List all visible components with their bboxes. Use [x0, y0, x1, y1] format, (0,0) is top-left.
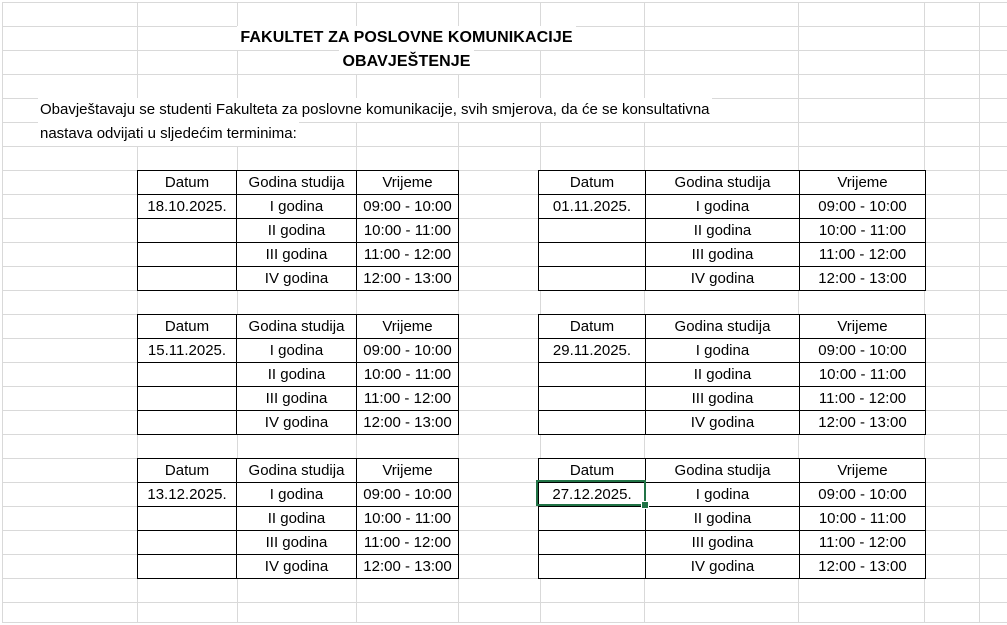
table-row: [539, 387, 926, 411]
time-cell[interactable]: 09:00 - 10:00: [800, 483, 926, 507]
empty-date-cell[interactable]: [138, 243, 237, 267]
year-cell[interactable]: III godina: [237, 243, 357, 267]
gridline-horizontal: [2, 74, 1007, 75]
table-header-row: [539, 459, 926, 483]
header-cell-godina-studija[interactable]: Godina studija: [646, 315, 800, 339]
year-cell[interactable]: IV godina: [646, 411, 800, 435]
time-cell[interactable]: 12:00 - 13:00: [800, 555, 926, 579]
year-cell[interactable]: III godina: [646, 243, 800, 267]
schedule-table-4: [538, 314, 926, 435]
gridline-horizontal: [2, 622, 1007, 623]
table-row: [539, 483, 926, 507]
notice-title[interactable]: FAKULTET ZA POSLOVNE KOMUNIKACIJE: [237, 26, 575, 50]
empty-date-cell[interactable]: [138, 411, 237, 435]
year-cell[interactable]: III godina: [237, 387, 357, 411]
time-cell[interactable]: 11:00 - 12:00: [800, 531, 926, 555]
empty-date-cell[interactable]: [539, 507, 646, 531]
year-cell[interactable]: IV godina: [237, 267, 357, 291]
time-cell[interactable]: 11:00 - 12:00: [800, 243, 926, 267]
table-row: [138, 219, 459, 243]
time-cell[interactable]: 12:00 - 13:00: [800, 411, 926, 435]
header-cell-datum[interactable]: Datum: [539, 171, 646, 195]
time-cell[interactable]: 09:00 - 10:00: [800, 339, 926, 363]
year-cell[interactable]: III godina: [646, 531, 800, 555]
date-cell[interactable]: 15.11.2025.: [138, 339, 237, 363]
empty-date-cell[interactable]: [539, 411, 646, 435]
empty-date-cell[interactable]: [138, 219, 237, 243]
intro-line-1[interactable]: Obavještavaju se studenti Fakulteta za poslovne komunikacije, svih smjerova, da će se konsultativna: [38, 98, 712, 122]
schedule-table-6: [538, 458, 926, 579]
time-cell[interactable]: 10:00 - 11:00: [800, 363, 926, 387]
header-cell-godina-studija[interactable]: Godina studija: [646, 171, 800, 195]
time-cell[interactable]: 09:00 - 10:00: [357, 195, 459, 219]
year-cell[interactable]: III godina: [237, 531, 357, 555]
empty-date-cell[interactable]: [138, 531, 237, 555]
year-cell[interactable]: I godina: [646, 483, 800, 507]
date-cell[interactable]: 01.11.2025.: [539, 195, 646, 219]
time-cell[interactable]: 11:00 - 12:00: [357, 531, 459, 555]
time-cell[interactable]: 10:00 - 11:00: [800, 219, 926, 243]
header-cell-datum[interactable]: Datum: [539, 315, 646, 339]
empty-date-cell[interactable]: [539, 555, 646, 579]
header-cell-datum[interactable]: Datum: [539, 459, 646, 483]
table-row: [138, 483, 459, 507]
year-cell[interactable]: IV godina: [646, 555, 800, 579]
schedule-table-1: [137, 170, 459, 291]
gridline-horizontal: [2, 602, 1007, 603]
table-row: [138, 363, 459, 387]
table-header-row: [138, 171, 459, 195]
header-cell-datum[interactable]: Datum: [138, 315, 237, 339]
time-cell[interactable]: 12:00 - 13:00: [357, 555, 459, 579]
table-row: [138, 555, 459, 579]
time-cell[interactable]: 12:00 - 13:00: [357, 411, 459, 435]
table-row: [138, 195, 459, 219]
table-row: [539, 219, 926, 243]
header-cell-godina-studija[interactable]: Godina studija: [646, 459, 800, 483]
year-cell[interactable]: I godina: [237, 483, 357, 507]
time-cell[interactable]: 11:00 - 12:00: [800, 387, 926, 411]
header-cell-vrijeme[interactable]: Vrijeme: [357, 459, 459, 483]
table-row: [539, 363, 926, 387]
table-row: [539, 243, 926, 267]
empty-date-cell[interactable]: [138, 555, 237, 579]
empty-date-cell[interactable]: [539, 387, 646, 411]
notice-subtitle-row: [106, 50, 707, 74]
header-cell-datum[interactable]: Datum: [138, 171, 237, 195]
year-cell[interactable]: II godina: [646, 219, 800, 243]
notice-title-row: [106, 26, 707, 50]
table-header-row: [539, 171, 926, 195]
time-cell[interactable]: 11:00 - 12:00: [357, 243, 459, 267]
time-cell[interactable]: 10:00 - 11:00: [357, 363, 459, 387]
table-row: [539, 531, 926, 555]
date-cell[interactable]: 27.12.2025.: [539, 483, 646, 507]
header-cell-vrijeme[interactable]: Vrijeme: [800, 171, 926, 195]
header-cell-vrijeme[interactable]: Vrijeme: [357, 171, 459, 195]
time-cell[interactable]: 12:00 - 13:00: [357, 267, 459, 291]
time-cell[interactable]: 09:00 - 10:00: [357, 339, 459, 363]
empty-date-cell[interactable]: [539, 219, 646, 243]
table-row: [138, 267, 459, 291]
gridline-horizontal: [2, 146, 1007, 147]
date-cell[interactable]: 29.11.2025.: [539, 339, 646, 363]
empty-date-cell[interactable]: [539, 243, 646, 267]
header-cell-vrijeme[interactable]: Vrijeme: [800, 315, 926, 339]
year-cell[interactable]: II godina: [237, 219, 357, 243]
year-cell[interactable]: I godina: [237, 339, 357, 363]
year-cell[interactable]: I godina: [237, 195, 357, 219]
table-row: [539, 195, 926, 219]
table-row: [539, 411, 926, 435]
year-cell[interactable]: II godina: [646, 363, 800, 387]
time-cell[interactable]: 10:00 - 11:00: [357, 507, 459, 531]
intro-paragraph: [38, 98, 712, 146]
empty-date-cell[interactable]: [539, 267, 646, 291]
table-row: [138, 387, 459, 411]
header-cell-godina-studija[interactable]: Godina studija: [237, 315, 357, 339]
table-row: [138, 411, 459, 435]
header-cell-godina-studija[interactable]: Godina studija: [237, 459, 357, 483]
year-cell[interactable]: III godina: [646, 387, 800, 411]
header-cell-vrijeme[interactable]: Vrijeme: [800, 459, 926, 483]
table-row: [138, 339, 459, 363]
year-cell[interactable]: IV godina: [646, 267, 800, 291]
schedule-table-5: [137, 458, 459, 579]
time-cell[interactable]: 12:00 - 13:00: [800, 267, 926, 291]
table-row: [539, 555, 926, 579]
year-cell[interactable]: IV godina: [237, 411, 357, 435]
table-row: [138, 243, 459, 267]
time-cell[interactable]: 10:00 - 11:00: [800, 507, 926, 531]
table-header-row: [539, 315, 926, 339]
year-cell[interactable]: I godina: [646, 339, 800, 363]
time-cell[interactable]: 11:00 - 12:00: [357, 387, 459, 411]
table-header-row: [138, 459, 459, 483]
table-row: [539, 339, 926, 363]
empty-date-cell[interactable]: [539, 363, 646, 387]
year-cell[interactable]: II godina: [646, 507, 800, 531]
empty-date-cell[interactable]: [138, 387, 237, 411]
empty-date-cell[interactable]: [138, 267, 237, 291]
table-row: [539, 507, 926, 531]
time-cell[interactable]: 10:00 - 11:00: [357, 219, 459, 243]
table-header-row: [138, 315, 459, 339]
year-cell[interactable]: II godina: [237, 363, 357, 387]
table-row: [539, 267, 926, 291]
time-cell[interactable]: 09:00 - 10:00: [357, 483, 459, 507]
intro-line-2[interactable]: nastava odvijati u sljedećim terminima:: [38, 122, 299, 146]
schedule-table-3: [137, 314, 459, 435]
gridline-horizontal: [2, 2, 1007, 3]
schedule-table-2: [538, 170, 926, 291]
header-cell-godina-studija[interactable]: Godina studija: [237, 171, 357, 195]
date-cell[interactable]: 13.12.2025.: [138, 483, 237, 507]
table-row: [138, 531, 459, 555]
date-cell[interactable]: 18.10.2025.: [138, 195, 237, 219]
table-row: [138, 507, 459, 531]
empty-date-cell[interactable]: [539, 531, 646, 555]
year-cell[interactable]: IV godina: [237, 555, 357, 579]
year-cell[interactable]: I godina: [646, 195, 800, 219]
time-cell[interactable]: 09:00 - 10:00: [800, 195, 926, 219]
year-cell[interactable]: II godina: [237, 507, 357, 531]
header-cell-vrijeme[interactable]: Vrijeme: [357, 315, 459, 339]
notice-subtitle[interactable]: OBAVJEŠTENJE: [339, 50, 473, 74]
empty-date-cell[interactable]: [138, 507, 237, 531]
header-cell-datum[interactable]: Datum: [138, 459, 237, 483]
empty-date-cell[interactable]: [138, 363, 237, 387]
